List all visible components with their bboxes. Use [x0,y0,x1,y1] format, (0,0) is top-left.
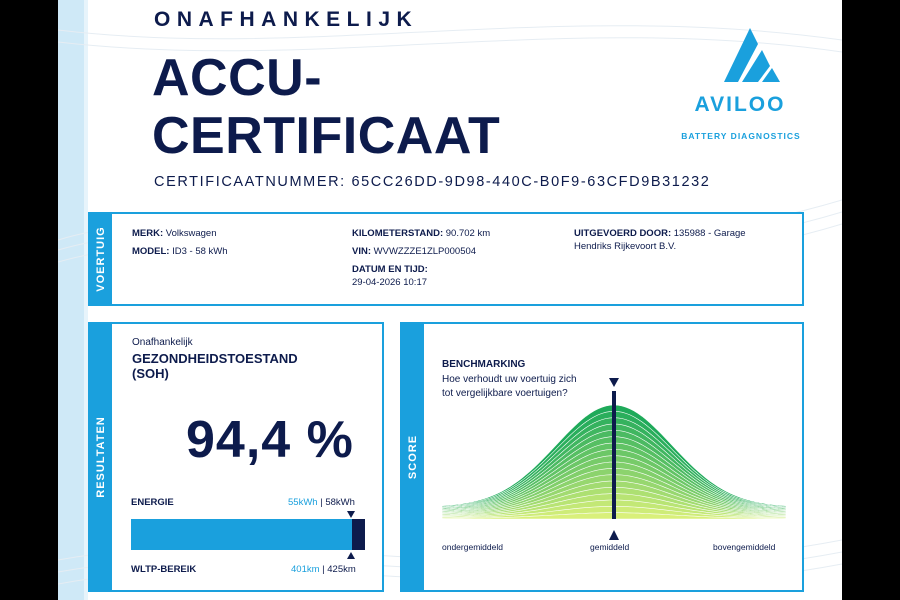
logo-subtitle: BATTERY DIAGNOSTICS [681,131,801,141]
vehicle-vin: VIN: WVWZZZE1ZLP000504 [352,246,477,257]
vehicle-date: DATUM EN TIJD: 29-04-2026 10:17 [352,264,428,288]
axis-label-low: ondergemiddeld [442,542,503,552]
axis-label-mid: gemiddeld [590,542,630,552]
certificate-number-value: 65CC26DD-9D98-440C-B0F9-63CFD9B31232 [351,174,711,190]
title-line-1: ACCU- [152,49,323,107]
certificate-document [58,0,842,600]
benchmark-question: Hoe verhoudt uw voertuig zich tot vergelijkbare voertuigen? [442,374,577,399]
energy-values: 55kWh | 58kWh [288,497,355,508]
logo-wordmark: AVILOO [694,93,786,116]
axis-label-high: bovengemiddeld [713,542,776,552]
header-tagline: ONAFHANKELIJK [154,8,419,31]
score-section-label: SCORE [402,324,424,590]
title-line-2: CERTIFICAAT [152,107,501,165]
energy-marker-icon [347,511,355,518]
range-values: 401km | 425km [291,564,356,575]
range-marker-icon [347,552,355,559]
range-label: WLTP-BEREIK [131,564,197,575]
vehicle-panel [88,212,804,306]
vehicle-model: MODEL: ID3 - 58 kWh [132,246,228,257]
soh-bar [131,519,365,550]
results-section-label: RESULTATEN [90,324,112,590]
benchmark-title: BENCHMARKING [442,359,526,370]
certificate-number-row [154,174,710,190]
vehicle-performed-by: UITGEVOERD DOOR: 135988 - Garage Hendriks Rijkevoort B.V. [574,228,746,252]
results-panel [88,322,384,592]
marker-down-icon [609,378,619,387]
aviloo-logo-icon [672,10,808,146]
soh-bar-fill [131,519,352,550]
vehicle-brand: MERK: Volkswagen [132,228,217,239]
soh-value: 94,4 % [186,411,354,469]
score-panel [400,322,804,592]
energy-label: ENERGIE [131,497,174,508]
vehicle-section-label: VOERTUIG [90,214,112,304]
certificate-number-label: CERTIFICAATNUMMER: [154,174,346,190]
marker-up-icon [609,530,619,540]
vehicle-km: KILOMETERSTAND: 90.702 km [352,228,491,239]
soh-subtitle: Onafhankelijk [132,337,193,348]
soh-title: GEZONDHEIDSTOESTAND (SOH) [132,351,298,381]
benchmark-marker-line [612,391,616,519]
